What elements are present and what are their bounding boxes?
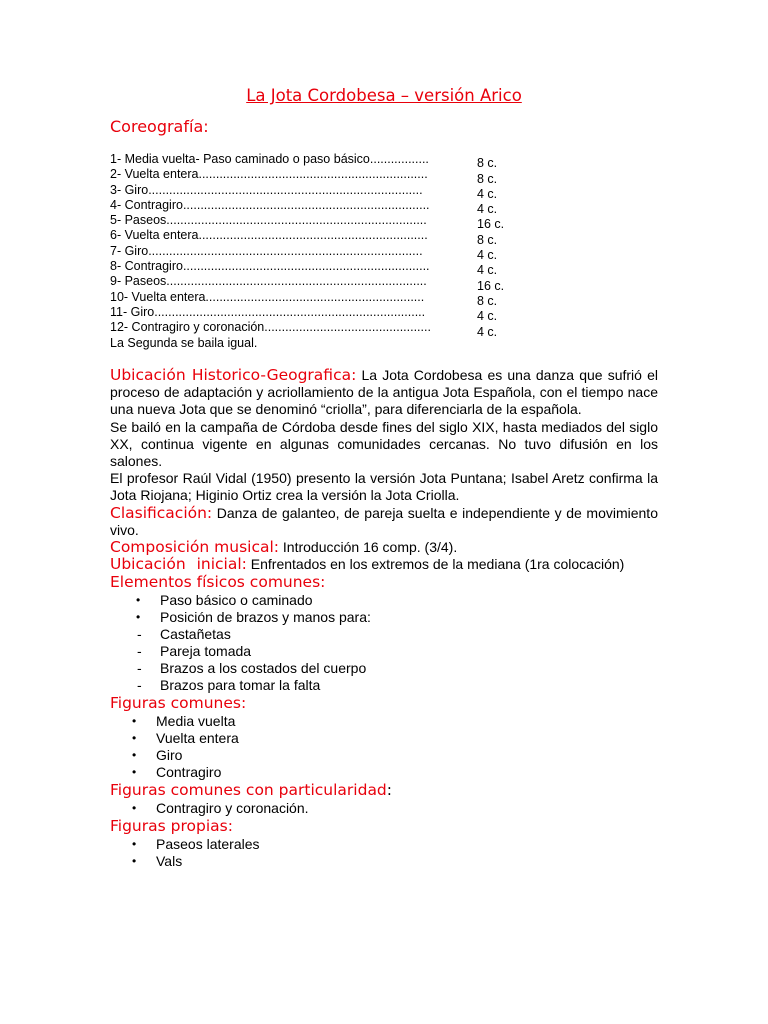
list-item (110, 800, 658, 817)
list-item (110, 764, 658, 781)
bullet-icon: • (132, 801, 137, 816)
step-label: 6- Vuelta entera.................................................................. (110, 228, 428, 243)
step-row (110, 167, 510, 186)
bullet-icon: • (132, 854, 137, 869)
step-duration: 4 c. (477, 309, 498, 324)
list-item (110, 592, 658, 609)
step-row (110, 243, 510, 263)
historia-paragraph-3: El profesor Raúl Vidal (1950) presento la versión Jota Puntana; Isabel Aretz confirma la Jota Riojana; Higinio Ortiz crea la versión la Jota Criolla. (110, 470, 658, 504)
step-duration: 8 c. (477, 232, 498, 247)
list-item (110, 836, 658, 853)
list-item-text: Vals (156, 853, 183, 870)
list-item-text: Castañetas (160, 626, 231, 643)
step-duration: 8 c. (477, 156, 498, 171)
figuras-propias-list (110, 836, 658, 870)
bullet-icon: • (132, 731, 137, 746)
bullet-icon: • (132, 765, 137, 780)
clasificacion-text: Danza de galanteo, de pareja suelta e independiente y de movimiento vivo. (110, 504, 658, 538)
step-duration: 4 c. (477, 248, 498, 263)
heading-colon: : (386, 781, 393, 800)
list-item (110, 643, 658, 660)
list-item (110, 853, 658, 870)
step-duration: 4 c. (477, 202, 498, 217)
step-row (110, 228, 510, 247)
step-duration: 4 c. (477, 324, 498, 339)
list-item-text: Media vuelta (156, 713, 236, 730)
choreography-step-list (110, 152, 510, 351)
list-item-text: Paso básico o caminado (160, 592, 313, 609)
clasificacion-heading: Clasificación: (110, 503, 213, 522)
step-label: 5- Paseos........................................................................... (110, 213, 427, 228)
step-row (110, 320, 510, 339)
step-row (110, 182, 510, 201)
list-item (110, 730, 658, 747)
step-label: 4- Contragiro....................................................................... (110, 197, 430, 212)
dash-icon: - (137, 660, 142, 677)
figuras-comunes-heading: Figuras comunes: (110, 694, 247, 713)
elementos-heading: Elementos físicos comunes: (110, 573, 326, 592)
elementos-bullet-list (110, 592, 658, 626)
ubicacion-inicial-text: Enfrentados en los extremos de la mediana (1ra colocación) (246, 556, 625, 573)
step-row (110, 197, 510, 217)
step-label: 3- Giro............................................................................... (110, 182, 423, 197)
figuras-particularidad-heading-text: Figuras comunes con particularidad (110, 781, 387, 800)
step-row (110, 213, 510, 232)
bullet-icon: • (132, 748, 137, 763)
list-item-text: Contragiro y coronación. (156, 800, 309, 817)
step-label: 11- Giro.............................................................................. (110, 304, 426, 319)
bullet-icon: • (132, 837, 137, 852)
step-label: 1- Media vuelta- Paso caminado o paso básico................. (110, 152, 429, 166)
figuras-particularidad-list (110, 800, 658, 817)
step-row (110, 304, 510, 324)
dash-icon: - (137, 626, 142, 643)
step-duration: 4 c. (477, 186, 498, 201)
list-item (110, 609, 658, 626)
ubicacion-inicial-heading: Ubicación inicial: (110, 555, 247, 574)
figuras-comunes-list (110, 713, 658, 781)
list-item-text: Giro (156, 747, 183, 764)
coreografia-heading: Coreografía: (110, 117, 209, 136)
ubicacion-historica-paragraph (110, 367, 658, 419)
list-item-text: Pareja tomada (160, 643, 252, 660)
composicion-text: Introducción 16 comp. (3/4). (279, 539, 458, 556)
step-duration: 8 c. (477, 171, 498, 186)
bullet-icon: • (136, 593, 141, 608)
list-item (110, 747, 658, 764)
list-item-text: Posición de brazos y manos para: (160, 609, 371, 626)
step-duration: 4 c. (477, 263, 498, 278)
ubicacion-inicial-paragraph (110, 556, 658, 573)
step-row (110, 289, 510, 308)
list-item-text: Contragiro (156, 764, 222, 781)
step-label: 7- Giro............................................................................... (110, 243, 423, 258)
step-row (110, 259, 510, 278)
step-label: 9- Paseos........................................................................... (110, 274, 427, 289)
list-item-text: Vuelta entera (156, 730, 239, 747)
ubicacion-historica-heading: Ubicación Historico-Geografica: (110, 366, 357, 384)
step-duration: 16 c. (477, 217, 505, 232)
clasificacion-paragraph (110, 505, 658, 539)
choreography-note: La Segunda se baila igual. (110, 335, 258, 350)
composicion-heading: Composición musical: (110, 538, 280, 557)
list-item (110, 660, 658, 677)
composicion-paragraph (110, 539, 658, 556)
step-label: 12- Contragiro y coronación................................................ (110, 320, 431, 335)
step-duration: 8 c. (477, 293, 498, 308)
dash-icon: - (137, 677, 142, 694)
step-duration: 16 c. (477, 278, 505, 293)
historia-paragraph-2: Se bailó en la campaña de Córdoba desde fines del siglo XIX, hasta mediados del siglo XX, continua vigente en algunas comunidades cercanas. No tuvo difusión en los salones. (110, 418, 658, 470)
list-item (110, 677, 658, 694)
list-item (110, 713, 658, 730)
list-item-text: Paseos laterales (156, 836, 260, 853)
bullet-icon: • (136, 610, 141, 625)
list-item-text: Brazos a los costados del cuerpo (160, 660, 367, 677)
step-row (110, 274, 510, 293)
figuras-particularidad-heading (110, 781, 658, 800)
ubicacion-historica-text: La Jota Cordobesa es una danza que sufrió el proceso de adaptación y acriollamiento de la antigua Jota Española, con el tiempo nace una nueva Jota que se denominó “criolla”, para diferenciarla de la española. (110, 367, 658, 418)
list-item (110, 626, 658, 643)
document-title: La Jota Cordobesa – versión Arico (246, 86, 522, 105)
step-label: 8- Contragiro....................................................................... (110, 259, 430, 274)
step-label: 10- Vuelta entera............................................................... (110, 289, 425, 304)
figuras-propias-heading: Figuras propias: (110, 817, 233, 836)
step-row (110, 152, 510, 171)
elementos-dash-list (110, 626, 658, 694)
document-body (110, 367, 658, 870)
dash-icon: - (137, 643, 142, 660)
step-label: 2- Vuelta entera.................................................................. (110, 167, 428, 182)
list-item-text: Brazos para tomar la falta (160, 677, 321, 694)
bullet-icon: • (132, 714, 137, 729)
